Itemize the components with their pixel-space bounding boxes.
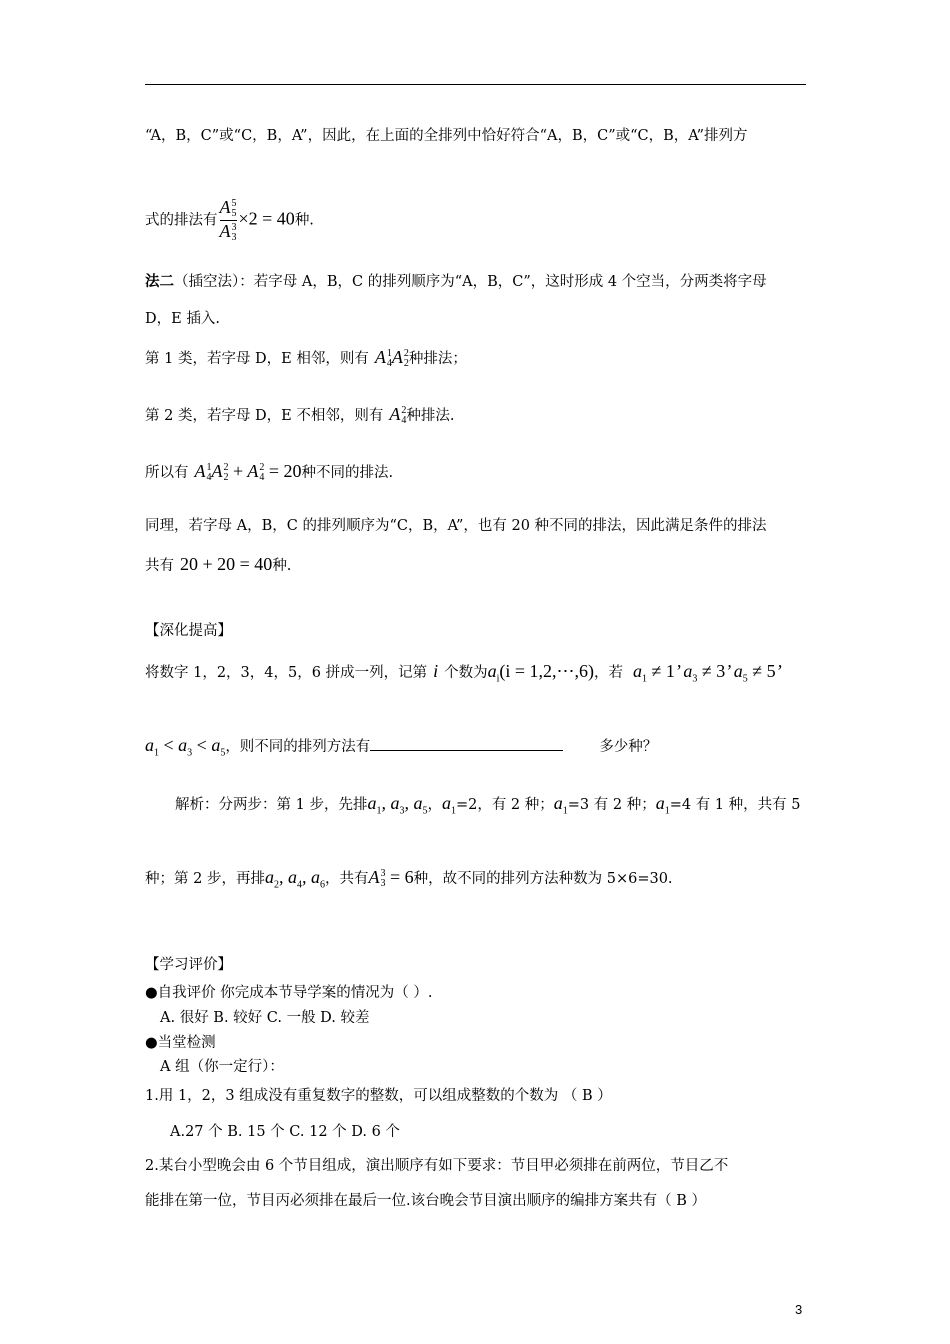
question-1-options: A.27 个 B. 15 个 C. 12 个 D. 6 个 (170, 1124, 400, 1140)
text-line: 式的排法有 A 5 5 A 3 3 ×2 = 40种. (145, 197, 314, 243)
options-line: A. 很好 B. 较好 C. 一般 D. 较差 (160, 1010, 370, 1026)
text-line: $a_1 < a_3 < a_5$，则不同的排列方法有 多少种？ (145, 735, 658, 759)
text-line: ●当堂检测 (145, 1035, 216, 1051)
section-title: 【深化提高】 (145, 623, 232, 639)
text-line: “A，B，C”或“C，B，A”，因此，在上面的全排列中恰好符合“A，B，C”或“C，B，A”排列方 (145, 128, 748, 144)
text-line: 解析：分两步：第 1 步，先排$a_1$, $a_3$, $a_5$，$a_1=2$，有 2 种；$a_1=3$ 有 2 种；$a_1=4$ 有 1 种，共有 5 (175, 793, 801, 817)
question-2-cont: 能排在第一位，节目丙必须排在最后一位.该台晚会节目演出顺序的编排方案共有（ B ） (145, 1193, 706, 1209)
fraction: A 5 5 A 3 3 (219, 197, 237, 243)
header-rule (145, 84, 806, 85)
text-line: 法二（插空法）：若字母 A，B，C 的排列顺序为“A，B，C”，这时形成 4 个空当，分两类将字母 (145, 273, 767, 290)
text-line: 所以有 A 1 4 A 2 2 + A 2 4 = 20种不同的排法. (145, 461, 394, 483)
text-line: 第 1 类，若字母 D，E 相邻，则有 A 1 4 A 2 2 种排法； (145, 347, 467, 369)
text-line: 第 2 类，若字母 D，E 不相邻，则有 A 2 4 种排法. (145, 404, 455, 426)
text-line: A 组（你一定行）： (160, 1059, 284, 1075)
section-title: 【学习评价】 (145, 957, 232, 973)
text-line: ●自我评价 你完成本节导学案的情况为（ ）. (145, 985, 433, 1001)
text-line: 同理，若字母 A，B，C 的排列顺序为“C，B，A”，也有 20 种不同的排法，因此满足条件的排法 (145, 518, 767, 534)
answer-blank (370, 736, 563, 751)
page-number: 3 (795, 1302, 803, 1317)
text-line: 共有 20 + 20 = 40种. (145, 554, 292, 574)
text-line: D，E 插入. (145, 311, 220, 327)
question-2: 2.某台小型晚会由 6 个节目组成，演出顺序有如下要求：节目甲必须排在前两位，节目乙不 (145, 1158, 729, 1174)
question-1: 1.用 1，2，3 组成没有重复数字的整数，可以组成整数的个数为 （ B ） (145, 1088, 612, 1104)
text-line: 将数字 1，2，3，4，5，6 拼成一列，记第 i 个数为$a_i(i$ = 1,2,⋯,6)，若 $a_1 \ne 1$’ $a_3 \ne 3$’ $a_5 \ne 5$’ (145, 661, 782, 685)
text-line: 种；第 2 步，再排$a_2$, $a_4$, $a_6$，共有A 3 3 = 6种，故不同的排列方法种数为 5×6=30. (145, 867, 673, 891)
